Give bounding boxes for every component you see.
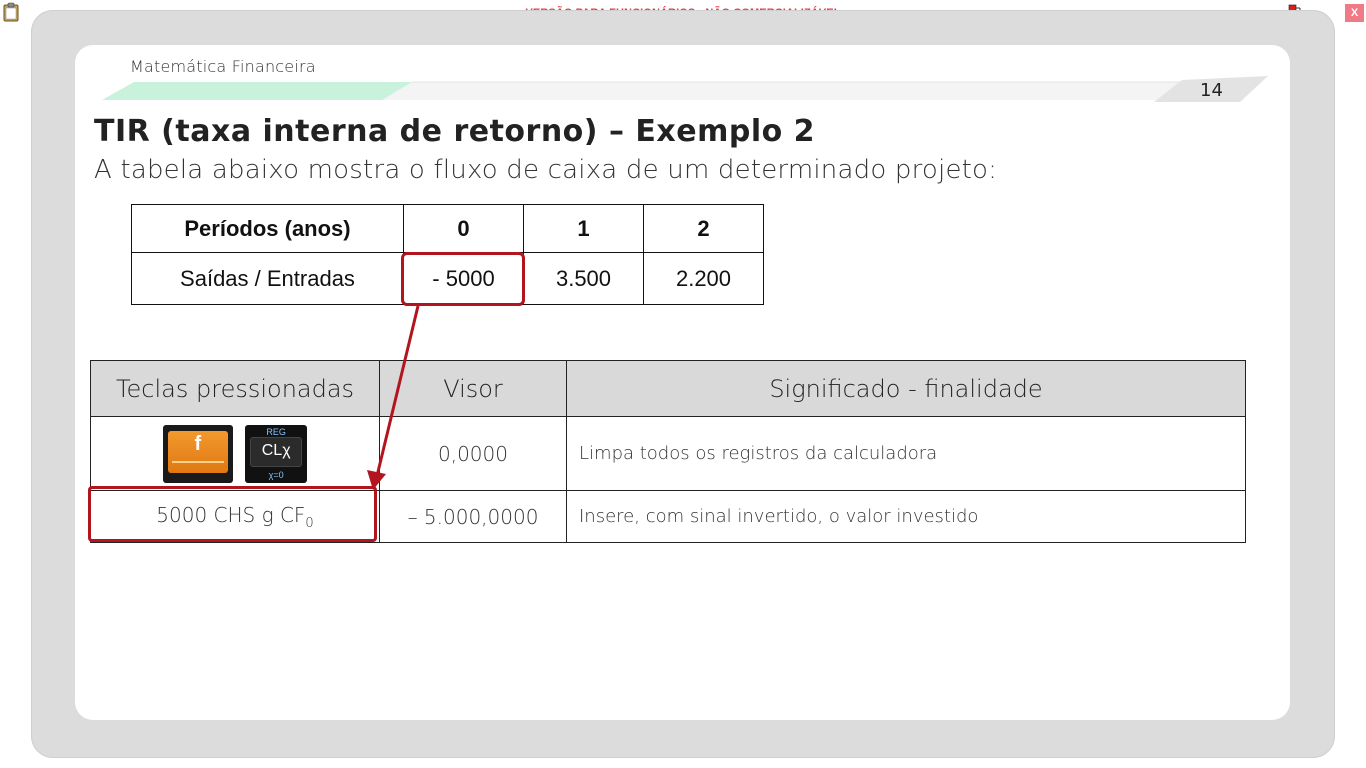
key-f-label: f — [194, 432, 202, 455]
flow-row-label: Saídas / Entradas — [132, 253, 404, 305]
calculator-key-f — [163, 425, 233, 483]
flow-value-1: 3.500 — [524, 253, 644, 305]
keys-cf0-sub: 0 — [305, 515, 314, 531]
course-name: Matemática Financeira — [130, 57, 316, 76]
close-button[interactable]: X — [1345, 4, 1364, 22]
flow-value-0: - 5000 — [404, 253, 524, 305]
keys-header-meaning: Significado - finalidade — [567, 361, 1246, 417]
keys-cf0-text: 5000 CHS g CF — [156, 502, 306, 527]
display-cell-clear: 0,0000 — [380, 417, 567, 491]
flow-header-periods: Períodos (anos) — [132, 205, 404, 253]
page-subtitle: A tabela abaixo mostra o fluxo de caixa de um determinado projeto: — [94, 155, 998, 185]
page-title: TIR (taxa interna de retorno) – Exemplo 2 — [94, 114, 816, 149]
keys-cell-clear — [91, 417, 380, 491]
display-cell-cf0: – 5.000,0000 — [380, 491, 567, 543]
flow-header-1: 1 — [524, 205, 644, 253]
flow-value-highlight — [401, 252, 525, 306]
cash-flow-header-row — [132, 205, 764, 253]
key-clx-top-label: REG — [266, 426, 286, 437]
keys-header-keys: Teclas pressionadas — [91, 361, 380, 417]
flow-header-0: 0 — [404, 205, 524, 253]
keys-header-row — [91, 361, 1246, 417]
key-clx-bottom-label: χ=0 — [268, 469, 284, 480]
flow-value-2: 2.200 — [644, 253, 764, 305]
header-band — [100, 74, 1270, 106]
flow-header-2: 2 — [644, 205, 764, 253]
keys-row-clear — [91, 417, 1246, 491]
key-clx-label: CLχ — [261, 441, 291, 459]
meaning-cell-clear: Limpa todos os registros da calculadora — [567, 417, 1246, 491]
keys-header-display: Visor — [380, 361, 567, 417]
meaning-cell-cf0: Insere, com sinal invertido, o valor investido — [567, 491, 1246, 543]
page-number: 14 — [1200, 80, 1223, 101]
calculator-key-clx — [245, 425, 307, 483]
keys-cf0-highlight — [88, 486, 377, 542]
highlight-arrow-icon — [360, 300, 430, 500]
